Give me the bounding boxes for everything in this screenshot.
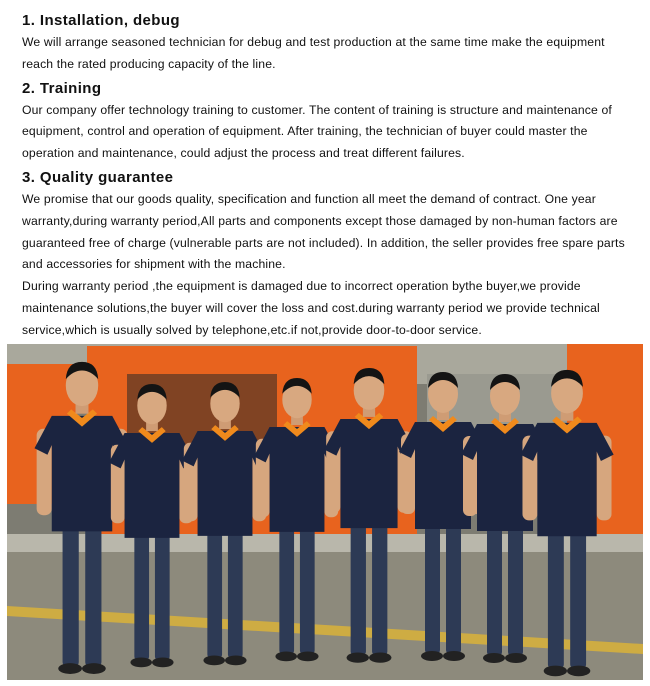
person-leg (351, 523, 366, 656)
person-leg (207, 531, 222, 658)
team-photo (7, 344, 643, 680)
person-shoe (297, 651, 319, 661)
person-leg (63, 526, 79, 666)
section-heading: 2. Training (22, 79, 102, 97)
person-leg (425, 524, 440, 654)
team-photo-illustration (7, 344, 643, 680)
section-paragraph: We will arrange seasoned technician for debug and test production at the same time make the equipment reach the rated producing capacity of the line. (22, 35, 605, 71)
section-quality-guarantee (22, 167, 637, 342)
person-shoe (152, 657, 174, 667)
person-leg (300, 527, 315, 654)
person-leg (155, 533, 170, 660)
person-shoe (483, 653, 505, 663)
person-shoe (58, 663, 82, 674)
person-leg (279, 527, 294, 654)
section-heading: 3. Quality guarantee (22, 168, 174, 186)
person-leg (85, 526, 101, 666)
person-leg (372, 523, 387, 656)
person-leg (548, 531, 564, 669)
person-shoe (544, 666, 567, 677)
person-shoe (443, 651, 465, 661)
person-leg (487, 526, 502, 656)
person-shoe (203, 655, 225, 665)
person-shoe (369, 653, 391, 663)
person-shoe (275, 651, 297, 661)
person-leg (508, 526, 523, 656)
person-shoe (567, 666, 590, 677)
person-shoe (82, 663, 106, 674)
person-shoe (347, 653, 369, 663)
section-installation (22, 10, 637, 76)
person-shoe (225, 655, 247, 665)
machine-base (7, 534, 643, 552)
person-leg (228, 531, 243, 658)
person-leg (134, 533, 149, 660)
person-shoe (421, 651, 443, 661)
section-training (22, 78, 637, 165)
person-leg (570, 531, 586, 669)
section-paragraph: During warranty period ,the equipment is damaged due to incorrect operation bythe buyer,we provide maintenance solutions,the buyer will cover the loss and cost.during warranty period we provide technical service,which is usually solved by telephone,etc.if not,provide door-to-door service. (22, 279, 600, 337)
person-leg (446, 524, 461, 654)
section-paragraph: Our company offer technology training to customer. The content of training is structure and maintenance of equipment, control and operation of equipment. After training, the technician of buyer could master the operation and maintenance, could adjust the process and treat different failures. (22, 102, 612, 161)
person-shoe (130, 657, 152, 667)
section-paragraph: We promise that our goods quality, specification and function all meet the demand of contract. One year warranty,during warranty period,All parts and components except those damaged by non-human factors are guaranteed free of charge (vulnerable parts are not included). In addition, the seller provides free spare parts and accessories for shipment with the machine. (22, 191, 625, 272)
section-heading: 1. Installation, debug (22, 12, 180, 29)
service-description (22, 10, 637, 342)
person-shoe (505, 653, 527, 663)
